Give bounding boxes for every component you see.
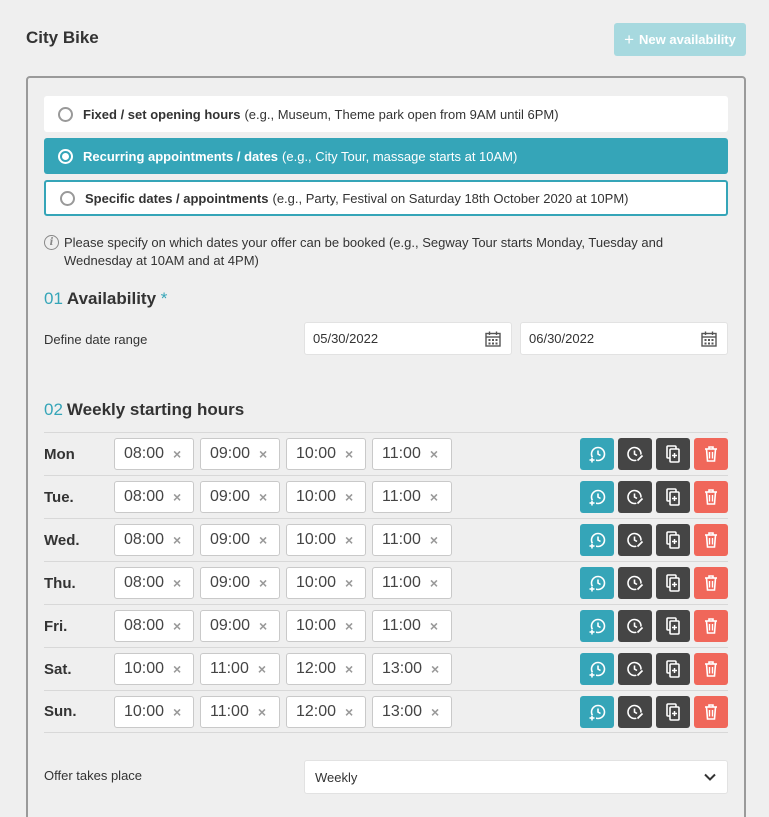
- time-chip[interactable]: [286, 696, 366, 728]
- time-value: 10:00: [296, 531, 337, 548]
- remove-time-icon[interactable]: ×: [429, 575, 439, 591]
- time-chip[interactable]: [372, 481, 452, 513]
- table-row: [44, 647, 728, 690]
- trash-icon: [701, 659, 721, 679]
- copy-icon: [663, 659, 683, 679]
- table-row: [44, 475, 728, 518]
- availability-panel: [26, 76, 746, 817]
- add-time-button[interactable]: [580, 524, 614, 556]
- edit-times-button[interactable]: [618, 481, 652, 513]
- row-actions: [580, 481, 728, 513]
- date-range-label: Define date range: [44, 332, 148, 347]
- remove-time-icon[interactable]: ×: [429, 532, 439, 548]
- delete-day-button[interactable]: [694, 438, 728, 470]
- add-time-icon: [587, 616, 607, 636]
- time-chip[interactable]: [286, 567, 366, 599]
- copy-icon: [663, 702, 683, 722]
- edit-time-icon: [625, 487, 645, 507]
- add-time-icon: [587, 444, 607, 464]
- end-date-value: 06/30/2022: [529, 331, 595, 346]
- page-title: City Bike: [26, 28, 99, 47]
- weekly-hours-heading: [44, 400, 244, 420]
- copy-icon: [663, 616, 683, 636]
- edit-time-icon: [625, 616, 645, 636]
- time-chip[interactable]: [200, 524, 280, 556]
- copy-day-button[interactable]: [656, 567, 690, 599]
- time-chip[interactable]: [200, 481, 280, 513]
- time-value: 13:00: [382, 702, 423, 720]
- remove-time-icon[interactable]: ×: [173, 661, 182, 677]
- offer-frequency-value: Weekly: [315, 769, 358, 785]
- copy-day-button[interactable]: [656, 696, 690, 728]
- info-text: Please specify on which dates your offer can be booked (e.g., Segway Tour starts Monday, Tuesday and Wednesday at 10AM and at 4PM): [64, 235, 664, 268]
- weekly-hours-title: Weekly starting hours: [66, 400, 245, 419]
- trash-icon: [701, 530, 721, 550]
- edit-time-icon: [625, 573, 645, 593]
- add-time-icon: [587, 702, 607, 722]
- copy-day-button[interactable]: [656, 610, 690, 642]
- option-recurring[interactable]: [44, 138, 728, 174]
- time-chip[interactable]: [200, 610, 280, 642]
- time-chip[interactable]: [372, 653, 452, 685]
- day-label: Fri.: [44, 617, 68, 635]
- option-specific-dates-desc: (e.g., Party, Festival on Saturday 18th October 2020 at 10PM): [272, 190, 629, 206]
- option-specific-dates[interactable]: [44, 180, 728, 216]
- time-chip[interactable]: [286, 438, 366, 470]
- row-actions: [580, 567, 728, 599]
- copy-icon: [663, 487, 683, 507]
- time-chip[interactable]: [114, 653, 194, 685]
- day-label: Wed.: [44, 531, 80, 549]
- time-value: 10:00: [296, 617, 337, 634]
- remove-time-icon[interactable]: ×: [257, 661, 267, 677]
- time-value: 09:00: [210, 488, 251, 505]
- start-date-input[interactable]: [304, 322, 512, 355]
- time-chip[interactable]: [200, 438, 280, 470]
- time-chip[interactable]: [200, 567, 280, 599]
- time-chip[interactable]: [114, 610, 194, 642]
- plus-icon: +: [624, 30, 635, 49]
- time-value: 08:00: [124, 531, 165, 548]
- remove-time-icon[interactable]: ×: [431, 703, 440, 720]
- time-chip[interactable]: [114, 567, 194, 599]
- availability-title: Availability: [66, 289, 157, 308]
- availability-heading: [44, 289, 167, 309]
- time-value: 08:00: [124, 488, 165, 505]
- add-time-button[interactable]: [580, 653, 614, 685]
- time-value: 10:00: [296, 445, 337, 462]
- remove-time-icon[interactable]: ×: [429, 618, 439, 634]
- radio-recurring[interactable]: [58, 149, 73, 164]
- delete-day-button[interactable]: [694, 524, 728, 556]
- edit-time-icon: [625, 702, 645, 722]
- edit-time-icon: [625, 444, 645, 464]
- availability-number: 01: [44, 289, 63, 308]
- copy-day-button[interactable]: [656, 481, 690, 513]
- remove-time-icon[interactable]: ×: [429, 446, 439, 462]
- remove-time-icon[interactable]: ×: [429, 489, 439, 505]
- remove-time-icon[interactable]: ×: [173, 703, 182, 720]
- edit-times-button[interactable]: [618, 567, 652, 599]
- remove-time-icon[interactable]: ×: [345, 703, 354, 720]
- table-row: [44, 561, 728, 604]
- edit-time-icon: [625, 530, 645, 550]
- trash-icon: [701, 702, 721, 722]
- radio-specific-dates[interactable]: [60, 191, 75, 206]
- table-row: [44, 690, 728, 733]
- remove-time-icon[interactable]: ×: [257, 703, 267, 720]
- time-chip[interactable]: [114, 438, 194, 470]
- edit-times-button[interactable]: [618, 438, 652, 470]
- end-date-input[interactable]: [520, 322, 728, 355]
- time-chip[interactable]: [286, 653, 366, 685]
- time-chip[interactable]: [372, 610, 452, 642]
- row-actions: [580, 524, 728, 556]
- time-chip[interactable]: [372, 438, 452, 470]
- time-value: 11:00: [382, 531, 421, 548]
- remove-time-icon[interactable]: ×: [173, 532, 182, 548]
- trash-icon: [701, 444, 721, 464]
- table-row: [44, 518, 728, 561]
- time-value: 09:00: [210, 531, 251, 548]
- info-icon: i: [44, 235, 59, 250]
- delete-day-button[interactable]: [694, 653, 728, 685]
- time-value: 12:00: [296, 702, 337, 720]
- remove-time-icon[interactable]: ×: [259, 532, 268, 548]
- day-label: Tue.: [44, 488, 74, 506]
- table-row: [44, 604, 728, 647]
- remove-time-icon[interactable]: ×: [345, 532, 354, 548]
- row-actions: [580, 653, 728, 685]
- row-actions: [580, 610, 728, 642]
- time-value: 08:00: [124, 445, 165, 462]
- copy-icon: [663, 444, 683, 464]
- copy-day-button[interactable]: [656, 438, 690, 470]
- offer-frequency-select[interactable]: [304, 760, 728, 794]
- add-time-button[interactable]: [580, 610, 614, 642]
- time-chip[interactable]: [200, 696, 280, 728]
- add-time-button[interactable]: [580, 438, 614, 470]
- option-fixed-hours-title: Fixed / set opening hours: [83, 106, 241, 122]
- delete-day-button[interactable]: [694, 481, 728, 513]
- time-chip[interactable]: [286, 481, 366, 513]
- edit-times-button[interactable]: [618, 524, 652, 556]
- time-value: 11:00: [210, 702, 249, 720]
- day-label: Sat.: [44, 660, 72, 678]
- option-recurring-desc: (e.g., City Tour, massage starts at 10AM): [282, 148, 518, 164]
- time-value: 10:00: [296, 488, 337, 505]
- copy-day-button[interactable]: [656, 524, 690, 556]
- remove-time-icon[interactable]: ×: [345, 446, 354, 462]
- day-label: Sun.: [44, 703, 77, 720]
- edit-times-button[interactable]: [618, 696, 652, 728]
- info-note: [44, 234, 734, 270]
- time-value: 08:00: [124, 574, 165, 591]
- time-value: 10:00: [124, 702, 165, 720]
- remove-time-icon[interactable]: ×: [259, 575, 268, 591]
- start-date-value: 05/30/2022: [313, 331, 379, 346]
- row-actions: [580, 696, 728, 728]
- time-chip[interactable]: [286, 524, 366, 556]
- remove-time-icon[interactable]: ×: [259, 489, 268, 505]
- remove-time-icon[interactable]: ×: [345, 489, 354, 505]
- time-value: 11:00: [382, 617, 421, 634]
- add-time-icon: [587, 659, 607, 679]
- time-value: 11:00: [382, 445, 421, 462]
- day-label: Mon: [44, 445, 75, 463]
- radio-fixed-hours[interactable]: [58, 107, 73, 122]
- calendar-icon[interactable]: [485, 331, 501, 347]
- remove-time-icon[interactable]: ×: [173, 618, 182, 634]
- option-fixed-hours[interactable]: [44, 96, 728, 132]
- copy-icon: [663, 530, 683, 550]
- copy-icon: [663, 573, 683, 593]
- time-value: 10:00: [124, 660, 165, 677]
- weekly-hours-number: 02: [44, 400, 63, 419]
- time-value: 11:00: [382, 574, 421, 591]
- trash-icon: [701, 573, 721, 593]
- remove-time-icon[interactable]: ×: [173, 575, 182, 591]
- add-time-icon: [587, 573, 607, 593]
- add-time-button[interactable]: [580, 481, 614, 513]
- add-time-button[interactable]: [580, 567, 614, 599]
- chevron-down-icon: [703, 770, 717, 784]
- option-fixed-hours-desc: (e.g., Museum, Theme park open from 9AM until 6PM): [244, 106, 559, 122]
- new-availability-button[interactable]: [614, 23, 746, 56]
- delete-day-button[interactable]: [694, 696, 728, 728]
- remove-time-icon[interactable]: ×: [173, 489, 182, 505]
- time-chip[interactable]: [372, 696, 452, 728]
- time-chip[interactable]: [372, 567, 452, 599]
- new-availability-label: New availability: [639, 32, 736, 47]
- remove-time-icon[interactable]: ×: [259, 618, 268, 634]
- remove-time-icon[interactable]: ×: [173, 446, 182, 462]
- trash-icon: [701, 616, 721, 636]
- time-value: 09:00: [210, 617, 251, 634]
- calendar-icon[interactable]: [701, 331, 717, 347]
- edit-times-button[interactable]: [618, 610, 652, 642]
- day-label: Thu.: [44, 574, 76, 592]
- remove-time-icon[interactable]: ×: [259, 446, 268, 462]
- add-time-icon: [587, 487, 607, 507]
- remove-time-icon[interactable]: ×: [345, 618, 354, 634]
- time-value: 11:00: [382, 488, 421, 505]
- remove-time-icon[interactable]: ×: [345, 575, 354, 591]
- option-specific-dates-title: Specific dates / appointments: [85, 190, 269, 206]
- time-value: 11:00: [210, 660, 249, 677]
- time-chip[interactable]: [114, 524, 194, 556]
- time-chip[interactable]: [200, 653, 280, 685]
- time-value: 09:00: [210, 574, 251, 591]
- time-chip[interactable]: [114, 481, 194, 513]
- delete-day-button[interactable]: [694, 610, 728, 642]
- remove-time-icon[interactable]: ×: [431, 661, 440, 677]
- table-row: [44, 432, 728, 475]
- edit-times-button[interactable]: [618, 653, 652, 685]
- time-value: 12:00: [296, 660, 337, 677]
- time-value: 08:00: [124, 617, 165, 634]
- trash-icon: [701, 487, 721, 507]
- time-value: 10:00: [296, 574, 337, 591]
- required-mark: *: [160, 289, 168, 308]
- time-chip[interactable]: [372, 524, 452, 556]
- remove-time-icon[interactable]: ×: [345, 661, 354, 677]
- delete-day-button[interactable]: [694, 567, 728, 599]
- option-recurring-title: Recurring appointments / dates: [83, 148, 279, 164]
- time-value: 13:00: [382, 660, 423, 677]
- add-time-icon: [587, 530, 607, 550]
- time-chip[interactable]: [286, 610, 366, 642]
- copy-day-button[interactable]: [656, 653, 690, 685]
- edit-time-icon: [625, 659, 645, 679]
- add-time-button[interactable]: [580, 696, 614, 728]
- time-value: 09:00: [210, 445, 251, 462]
- row-actions: [580, 438, 728, 470]
- weekly-hours-table: [44, 432, 728, 733]
- offer-frequency-label: Offer takes place: [44, 768, 143, 783]
- time-chip[interactable]: [114, 696, 194, 728]
